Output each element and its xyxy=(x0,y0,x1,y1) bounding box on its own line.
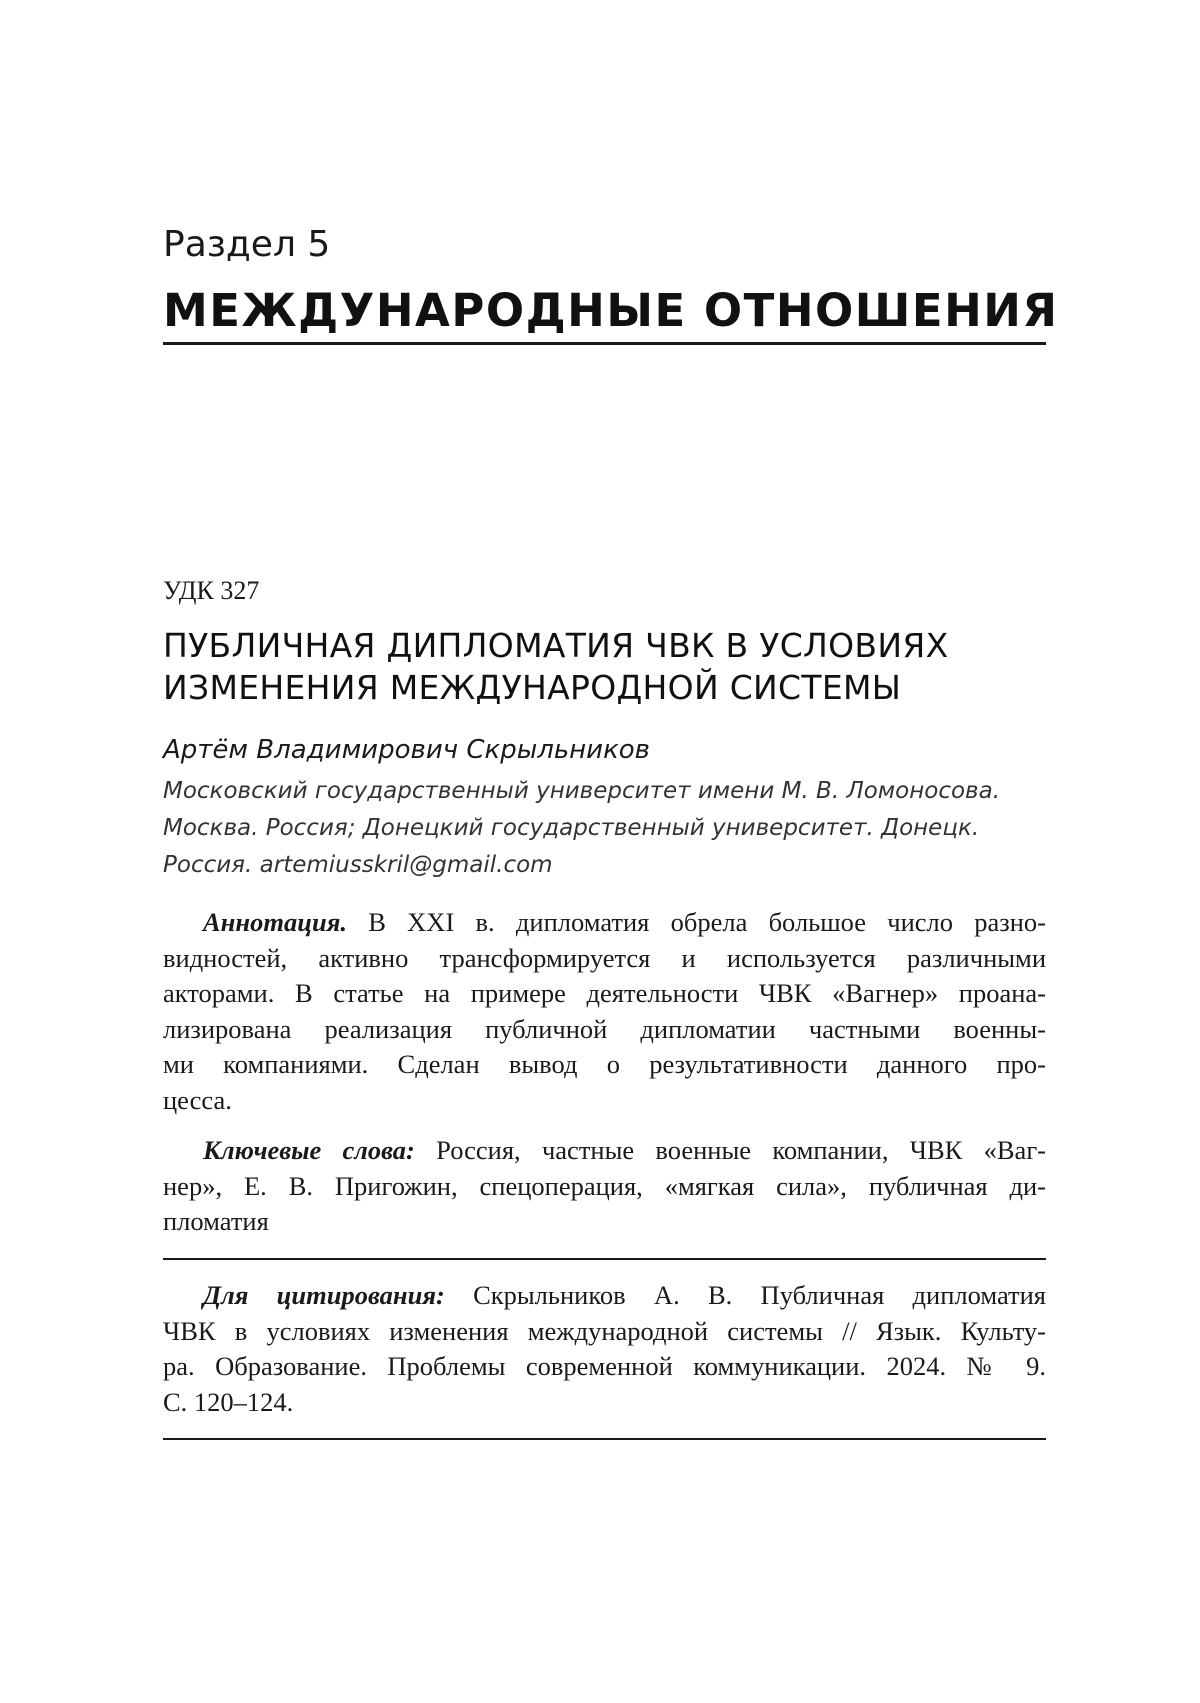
abstract-line: видностей, активно трансформируется и используется различными xyxy=(163,942,1046,973)
citation-first-line xyxy=(163,1278,1046,1314)
section-label: Раздел 5 xyxy=(163,224,331,265)
document-page xyxy=(163,0,1059,1703)
citation-text: Скрыльников А. В. Публичная дипломатия xyxy=(473,1280,1046,1310)
author-affiliation xyxy=(163,773,1046,884)
keywords-line: пломатия xyxy=(163,1206,269,1236)
keywords-label: Ключевые слова: xyxy=(203,1135,415,1165)
abstract-text: В XXI в. дипломатия обрела большое число разно- xyxy=(368,907,1047,937)
article-title xyxy=(163,625,1046,709)
citation-bottom-divider xyxy=(163,1438,1046,1440)
keywords-text: Россия, частные военные компании, ЧВК «Ваг- xyxy=(436,1135,1047,1165)
abstract-line: цесса. xyxy=(163,1084,232,1115)
abstract-line: лизирована реализация публичной дипломатии частными военны- xyxy=(163,1013,1046,1044)
section-divider xyxy=(163,342,1046,345)
affiliation-line: Московский государственный университет имени М. В. Ломоносова. xyxy=(163,778,1001,804)
affiliation-line: Москва. Россия; Донецкий государственный университет. Донецк. xyxy=(163,815,980,841)
article-title-line: ИЗМЕНЕНИЯ МЕЖДУНАРОДНОЙ СИСТЕМЫ xyxy=(163,668,902,707)
citation-line: ЧВК в условиях изменения международной системы // Язык. Культу- xyxy=(163,1315,1046,1346)
abstract-label: Аннотация. xyxy=(203,907,347,937)
citation-label: Для цитирования: xyxy=(203,1280,445,1310)
section-title: МЕЖДУНАРОДНЫЕ ОТНОШЕНИЯ xyxy=(163,284,1059,337)
abstract-first-line xyxy=(163,905,1046,941)
keywords-line: нер», Е. В. Пригожин, спецоперация, «мягкая сила», публичная ди- xyxy=(163,1170,1046,1201)
citation-paragraph xyxy=(163,1278,1046,1420)
abstract-paragraph xyxy=(163,905,1046,1118)
keywords-paragraph xyxy=(163,1133,1046,1240)
keywords-first-line xyxy=(163,1133,1046,1169)
citation-top-divider xyxy=(163,1258,1046,1260)
article-title-line: ПУБЛИЧНАЯ ДИПЛОМАТИЯ ЧВК В УСЛОВИЯХ xyxy=(163,626,949,665)
citation-line: С. 120–124. xyxy=(163,1386,294,1417)
abstract-line: ми компаниями. Сделан вывод о результативности данного про- xyxy=(163,1049,1046,1079)
citation-line: ра. Образование. Проблемы современной коммуникации. 2024. № 9. xyxy=(163,1351,1046,1381)
author-name: Артём Владимирович Скрыльников xyxy=(163,735,651,765)
udk-code: УДК 327 xyxy=(163,576,260,605)
affiliation-line: Россия. artemiusskril@gmail.com xyxy=(163,852,553,878)
abstract-line: акторами. В статье на примере деятельности ЧВК «Вагнер» проана- xyxy=(163,978,1046,1008)
